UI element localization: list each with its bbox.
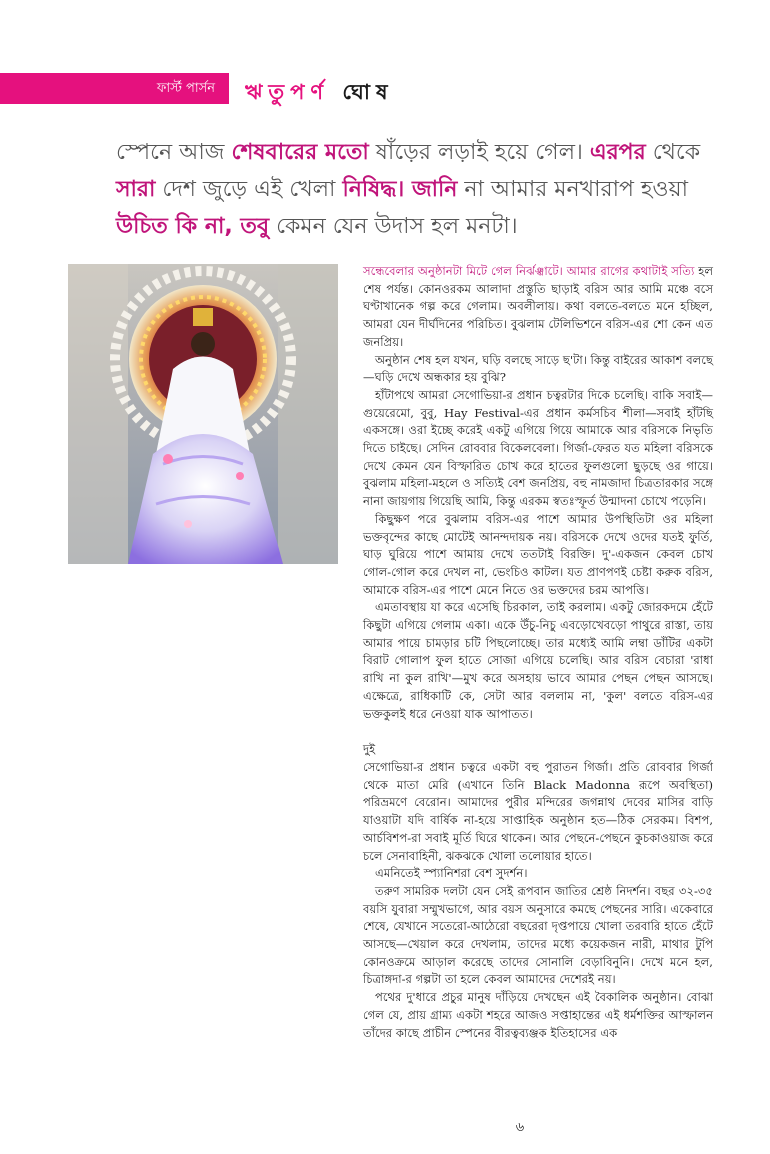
paragraph: এমনিতেই স্প্যানিশরা বেশ সুদর্শন। [375,866,528,881]
lead-in: সন্ধেবেলার অনুষ্ঠানটা মিটে গেল নির্ঝঞ্ঝাটে। আমার রাগের কথাটাই সত্যি [363,264,695,278]
paragraph: কিছুক্ষণ পরে বুঝলাম বরিস-এর পাশে আমার উপস্থিতিটা ওর মহিলা ভক্তবৃন্দের কাছে মোটেই আনন্দদায়ক নয়। বরিসকে দেখে ওদের যতই ফুর্তি, ঘাড় ঘুরিয়ে পাশে আমায় দেখে ততটাই বিরক্তি। দু'-একজন কেবল চোখ গোল-গোল করে দেখল না, ভেংচিও কাটল। যত প্রাণপণই চেষ্টা করুক বরিস, আমাকে বরিস-এর পাশে মেনে নিতে ওর ভক্তদের চরম আপত্তি। [363,511,713,597]
quote-highlight: শেষবারের মতো [231,140,369,165]
quote-highlight: সারা [116,177,156,202]
quote-text: দেশ জুড়ে এই খেলা [155,177,343,202]
author-first-name: ঋতুপর্ণ [245,80,330,104]
quote-text: থেকে [645,140,701,165]
paragraph-text: হল শেষ পর্যন্ত। কোনওরকম আলাদা প্রস্তুতি ছাড়াই বরিস আর আমি মঞ্চে বসে ঘণ্টাখানেক গল্প করে গেলাম। অবলীলায়। কথা বলতে-বলতে মনে হচ্ছিল, আমরা যেন দীর্ঘদিনের পরিচিত। বুঝলাম টেলিভিশনে বরিস-এর শো কেন এত জনপ্রিয়। [363,264,713,349]
quote-text: কেমন যেন উদাস হল মনটা। [269,214,518,239]
paragraph: পথের দু'ধারে প্রচুর মানুষ দাঁড়িয়ে দেখছেন এই বৈকালিক অনুষ্ঠান। বোঝা গেল যে, প্রায় গ্রাম্য একটা শহরে আজও সপ্তাহান্তের এই ধর্মশক্তির আস্ফালন তাঁদের কাছে প্রাচীন স্পেনের বীরত্বব্যঞ্জক ইতিহাসের এক [363,990,713,1040]
quote-text: স্পেনে আজ [116,140,232,165]
quote-highlight: নিষিদ্ধ। জানি [342,177,458,202]
paragraph: এমতাবস্থায় যা করে এসেছি চিরকাল, তাই করলাম। একটু জোরকদমে হেঁটে কিছুটা এগিয়ে গেলাম একা। একে উঁচু-নিচু এবড়োখেবড়ো পাথুরে রাস্তা, তায় আমার পায়ে চামড়ার চটি পিছলোচ্ছে। তার মধ্যেই আমি লম্বা ডাঁটির একটা বিরাট গোলাপ ফুল হাতে সোজা এগিয়ে চলেছি। আর বরিস বেচারা 'রাধা রাখি না কুল রাখি'—মুখ করে অসহায় ভাবে আমার পেছন পেছন আসছে। এক্ষেত্রে, রাধিকাটি কে, সেটা আর বললাম না, 'কুল' বলতে বরিস-এর ভক্তকুলই ধরে নেওয়া যাক আপাতত। [363,600,713,721]
paragraph: তরুণ সামরিক দলটা যেন সেই রূপবান জাতির শ্রেষ্ঠ নিদর্শন। বছর ৩২-৩৫ বয়সি যুবারা সম্মুখভাগে, আর বয়স অনুসারে কমছে পেছনের সারি। একেবারে শেষে, যেখানে সতেরো-আঠেরো বছরেরা দৃপ্তপায়ে খোলা তরবারি হাতে হেঁটে আসছে—খেয়াল করে দেখলাম, তাদের মধ্যে কয়েকজন নারী, মাথার টুপি কোনওক্রমে আড়াল করেছে তাদের সোনালি বেড়াবিনুনি। দেখে মনে হল, চিত্রাঙ্গদা-র গল্পটা তা হলে কেবল আমাদের দেশেরই নয়। [363,883,713,987]
madonna-photo [68,264,338,564]
author-last-name: ঘোষ [342,80,394,104]
paragraph: অনুষ্ঠান শেষ হল যখন, ঘড়ি বলছে সাড়ে ছ'টা। কিন্তু বাইরের আকাশ বলছে—ঘড়ি দেখে অন্ধকার হয় বুঝি? [363,352,713,385]
paragraph: সেগোভিয়া-র প্রধান চত্বরে একটা বহু পুরাতন গির্জা। প্রতি রোববার গির্জা থেকে মাতা মেরি (এখানে তিনি Black Madonna রূপে অবস্থিতা) পরিভ্রমণে বেরোন। আমাদের পুরীর মন্দিরের জগন্নাথ দেবের মাসির বাড়ি যাওয়াটা যদি বার্ষিক না-হয়ে সাপ্তাহিক অনুষ্ঠান হত—ঠিক সেরকম। বিশপ, আর্চবিশপ-রা সবাই মূর্তি ঘিরে থাকেন। আর পেছনে-পেছনে কুচকাওয়াজ করে চলে সেনাবাহিনী, ঝকঝকে খোলা তলোয়ার হাতে। [363,759,713,863]
series-banner [0,73,229,104]
quote-text: না আমার মনখারাপ হওয়া [457,177,688,202]
quote-highlight: উচিত কি না, তবু [116,214,270,239]
quote-text: ষাঁড়ের লড়াই হয়ে গেল। [368,140,590,165]
author-name [245,76,394,111]
quote-highlight: এরপর [589,140,646,165]
section-heading: দুই [363,742,376,757]
series-title: ফার্স্ট পার্সন [156,81,215,96]
paragraph [363,263,713,352]
article-body [363,263,713,1042]
paragraph: হাঁটাপথে আমরা সেগোভিয়া-র প্রধান চত্বরটার দিকে চলেছি। বাকি সবাই—গুয়েরেমো, বুবু, Hay Festival-এর প্রধান কর্মসচিব শীলা—সবাই হাঁটছি একসঙ্গে। ওরা ইচ্ছে করেই একটু এগিয়ে গিয়ে আমাকে আর বরিসকে নিভৃতি দিতে চাইছে। সেদিন রোববার বিকেলবেলা। গির্জা-ফেরত যত মহিলা বরিসকে দেখে কেমন যেন বিস্ফারিত চোখ করে হাতের ফুলগুলো ছুড়ছে ওর গায়ে। বুঝলাম মহিলা-মহলে ও সত্যিই বেশ জনপ্রিয়, বহু নামজাদা চিত্রতারকার সঙ্গে নানা জায়গায় গিয়েছি আমি, কিন্তু এরকম স্বতঃস্ফূর্ত উন্মাদনা চোখে পড়েনি। [363,387,713,509]
pull-quote [116,134,736,245]
page-number: ৬ [515,1120,525,1135]
